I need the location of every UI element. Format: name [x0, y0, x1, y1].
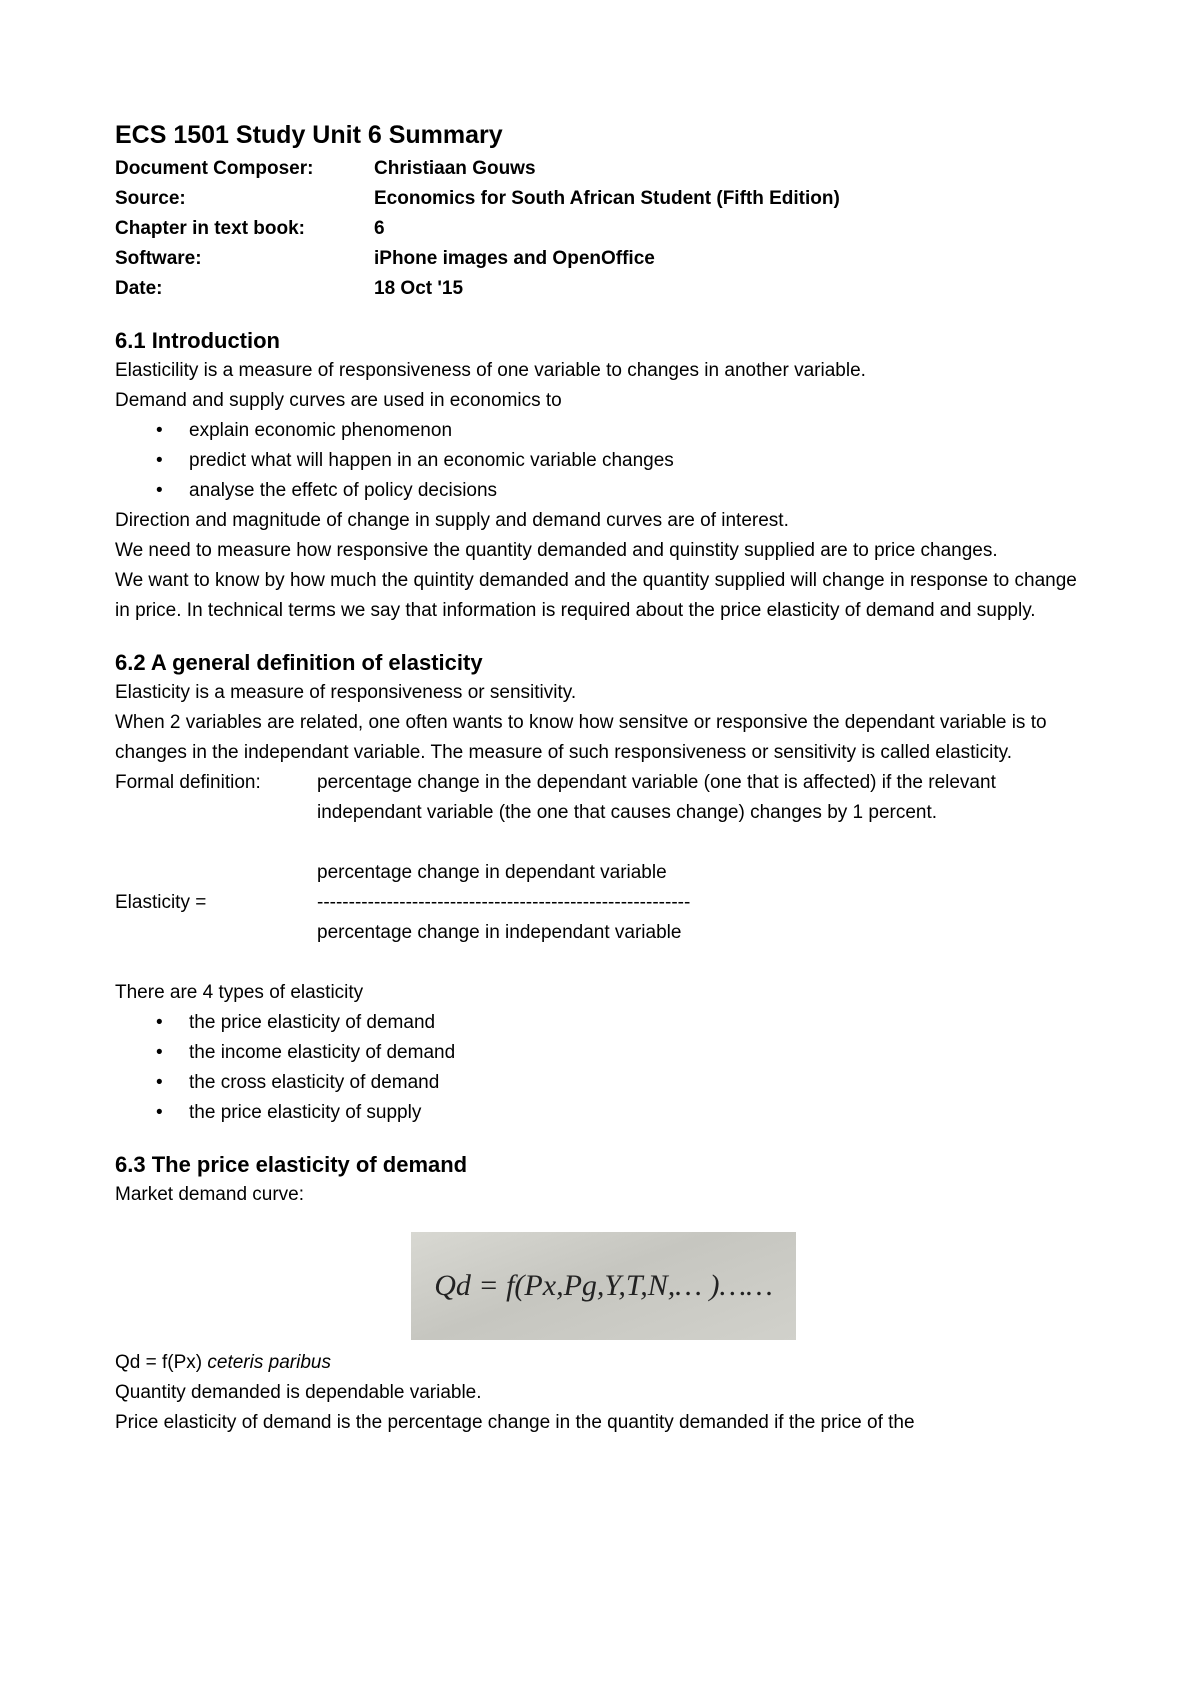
elasticity-formula [115, 858, 1095, 888]
list-item-text: the price elasticity of demand [189, 1012, 436, 1033]
meta-row-source [115, 184, 1095, 214]
ceteris-paribus-text: ceteris paribus [207, 1352, 331, 1373]
paragraph: Elasticity is a measure of responsiveness or sensitivity. [115, 682, 577, 703]
list-item-text: the cross elasticity of demand [189, 1072, 440, 1093]
list-item [115, 476, 1095, 506]
paragraph: We want to know by how much the quintity demanded and the quantity supplied will change in response to change in price. In technical terms we say that information is required about the price elasticity of demand and supply. [115, 570, 1077, 621]
formula-text: Qd = f(Px,Pg,Y,T,N,… )…… [434, 1269, 773, 1302]
elasticity-formula-bottom [115, 918, 1095, 948]
meta-row-date [115, 274, 1095, 304]
meta-value: 18 Oct '15 [374, 278, 464, 299]
list-item [115, 1008, 1095, 1038]
spacer [115, 304, 1095, 326]
meta-value: Economics for South African Student (Fifth Edition) [374, 188, 840, 209]
list-item [115, 1068, 1095, 1098]
spacer [115, 1128, 1095, 1150]
paragraph: Demand and supply curves are used in economics to [115, 390, 562, 411]
meta-label: Software: [115, 248, 202, 269]
section-heading-6-1: 6.1 Introduction [115, 328, 280, 353]
document-body [115, 118, 1095, 1438]
paragraph: There are 4 types of elasticity [115, 982, 364, 1003]
list-item [115, 1038, 1095, 1068]
paragraph: When 2 variables are related, one often wants to know how sensitve or responsive the dependant variable is to changes in the independant variable. The measure of such responsiveness or sensitivity is called elasticity. [115, 712, 1047, 763]
list-item-text: analyse the effetc of policy decisions [189, 480, 498, 501]
paragraph: Direction and magnitude of change in supply and demand curves are of interest. [115, 510, 789, 531]
section-heading-6-2: 6.2 A general definition of elasticity [115, 650, 483, 675]
bullet-icon: • [156, 450, 163, 471]
formula-label: Elasticity = [115, 892, 207, 913]
spacer [115, 828, 1095, 858]
paragraph: Price elasticity of demand is the percentage change in the quantity demanded if the price of the [115, 1412, 915, 1433]
spacer [115, 948, 1095, 978]
meta-value: 6 [374, 218, 385, 239]
formula-numerator: percentage change in dependant variable [317, 862, 667, 883]
formula-image-wrapper [115, 1210, 1095, 1348]
paragraph: Market demand curve: [115, 1184, 305, 1205]
spacer [115, 626, 1095, 648]
list-item-text: explain economic phenomenon [189, 420, 453, 441]
bullet-list [115, 1008, 1095, 1128]
elasticity-formula-middle [115, 888, 1095, 918]
paragraph [115, 1348, 1095, 1378]
bullet-icon: • [156, 1072, 163, 1093]
definition-label: Formal definition: [115, 772, 261, 793]
definition-text: percentage change in the dependant variable (one that is affected) if the relevant independant variable (the one that causes change) changes by 1 percent. [317, 772, 996, 823]
list-item [115, 416, 1095, 446]
meta-label: Document Composer: [115, 158, 314, 179]
formal-definition [115, 768, 1095, 828]
paragraph: Quantity demanded is dependable variable. [115, 1382, 482, 1403]
meta-label: Date: [115, 278, 163, 299]
paragraph: Elasticility is a measure of responsiveness of one variable to changes in another variable. [115, 360, 866, 381]
list-item-text: the income elasticity of demand [189, 1042, 456, 1063]
bullet-icon: • [156, 1042, 163, 1063]
meta-value: Christiaan Gouws [374, 158, 536, 179]
paragraph: We need to measure how responsive the quantity demanded and quinstity supplied are to price changes. [115, 540, 998, 561]
list-item-text: predict what will happen in an economic variable changes [189, 450, 674, 471]
bullet-list [115, 416, 1095, 506]
list-item [115, 1098, 1095, 1128]
list-item [115, 446, 1095, 476]
meta-value: iPhone images and OpenOffice [374, 248, 655, 269]
meta-row-software [115, 244, 1095, 274]
meta-row-chapter [115, 214, 1095, 244]
bullet-icon: • [156, 420, 163, 441]
formula-denominator: percentage change in independant variable [317, 922, 682, 943]
formula-left-blank [115, 918, 317, 948]
bullet-icon: • [156, 480, 163, 501]
formula-inline: Qd = f(Px) [115, 1352, 208, 1373]
list-item-text: the price elasticity of supply [189, 1102, 422, 1123]
meta-label: Chapter in text book: [115, 218, 306, 239]
document-title: ECS 1501 Study Unit 6 Summary [115, 121, 503, 149]
demand-function-image [411, 1232, 796, 1340]
bullet-icon: • [156, 1102, 163, 1123]
formula-left-blank [115, 858, 317, 888]
meta-row-composer [115, 154, 1095, 184]
fraction-bar: ----------------------------------------------------------- [317, 892, 691, 913]
section-heading-6-3: 6.3 The price elasticity of demand [115, 1152, 468, 1177]
bullet-icon: • [156, 1012, 163, 1033]
metadata-table [115, 154, 1095, 304]
meta-label: Source: [115, 188, 186, 209]
